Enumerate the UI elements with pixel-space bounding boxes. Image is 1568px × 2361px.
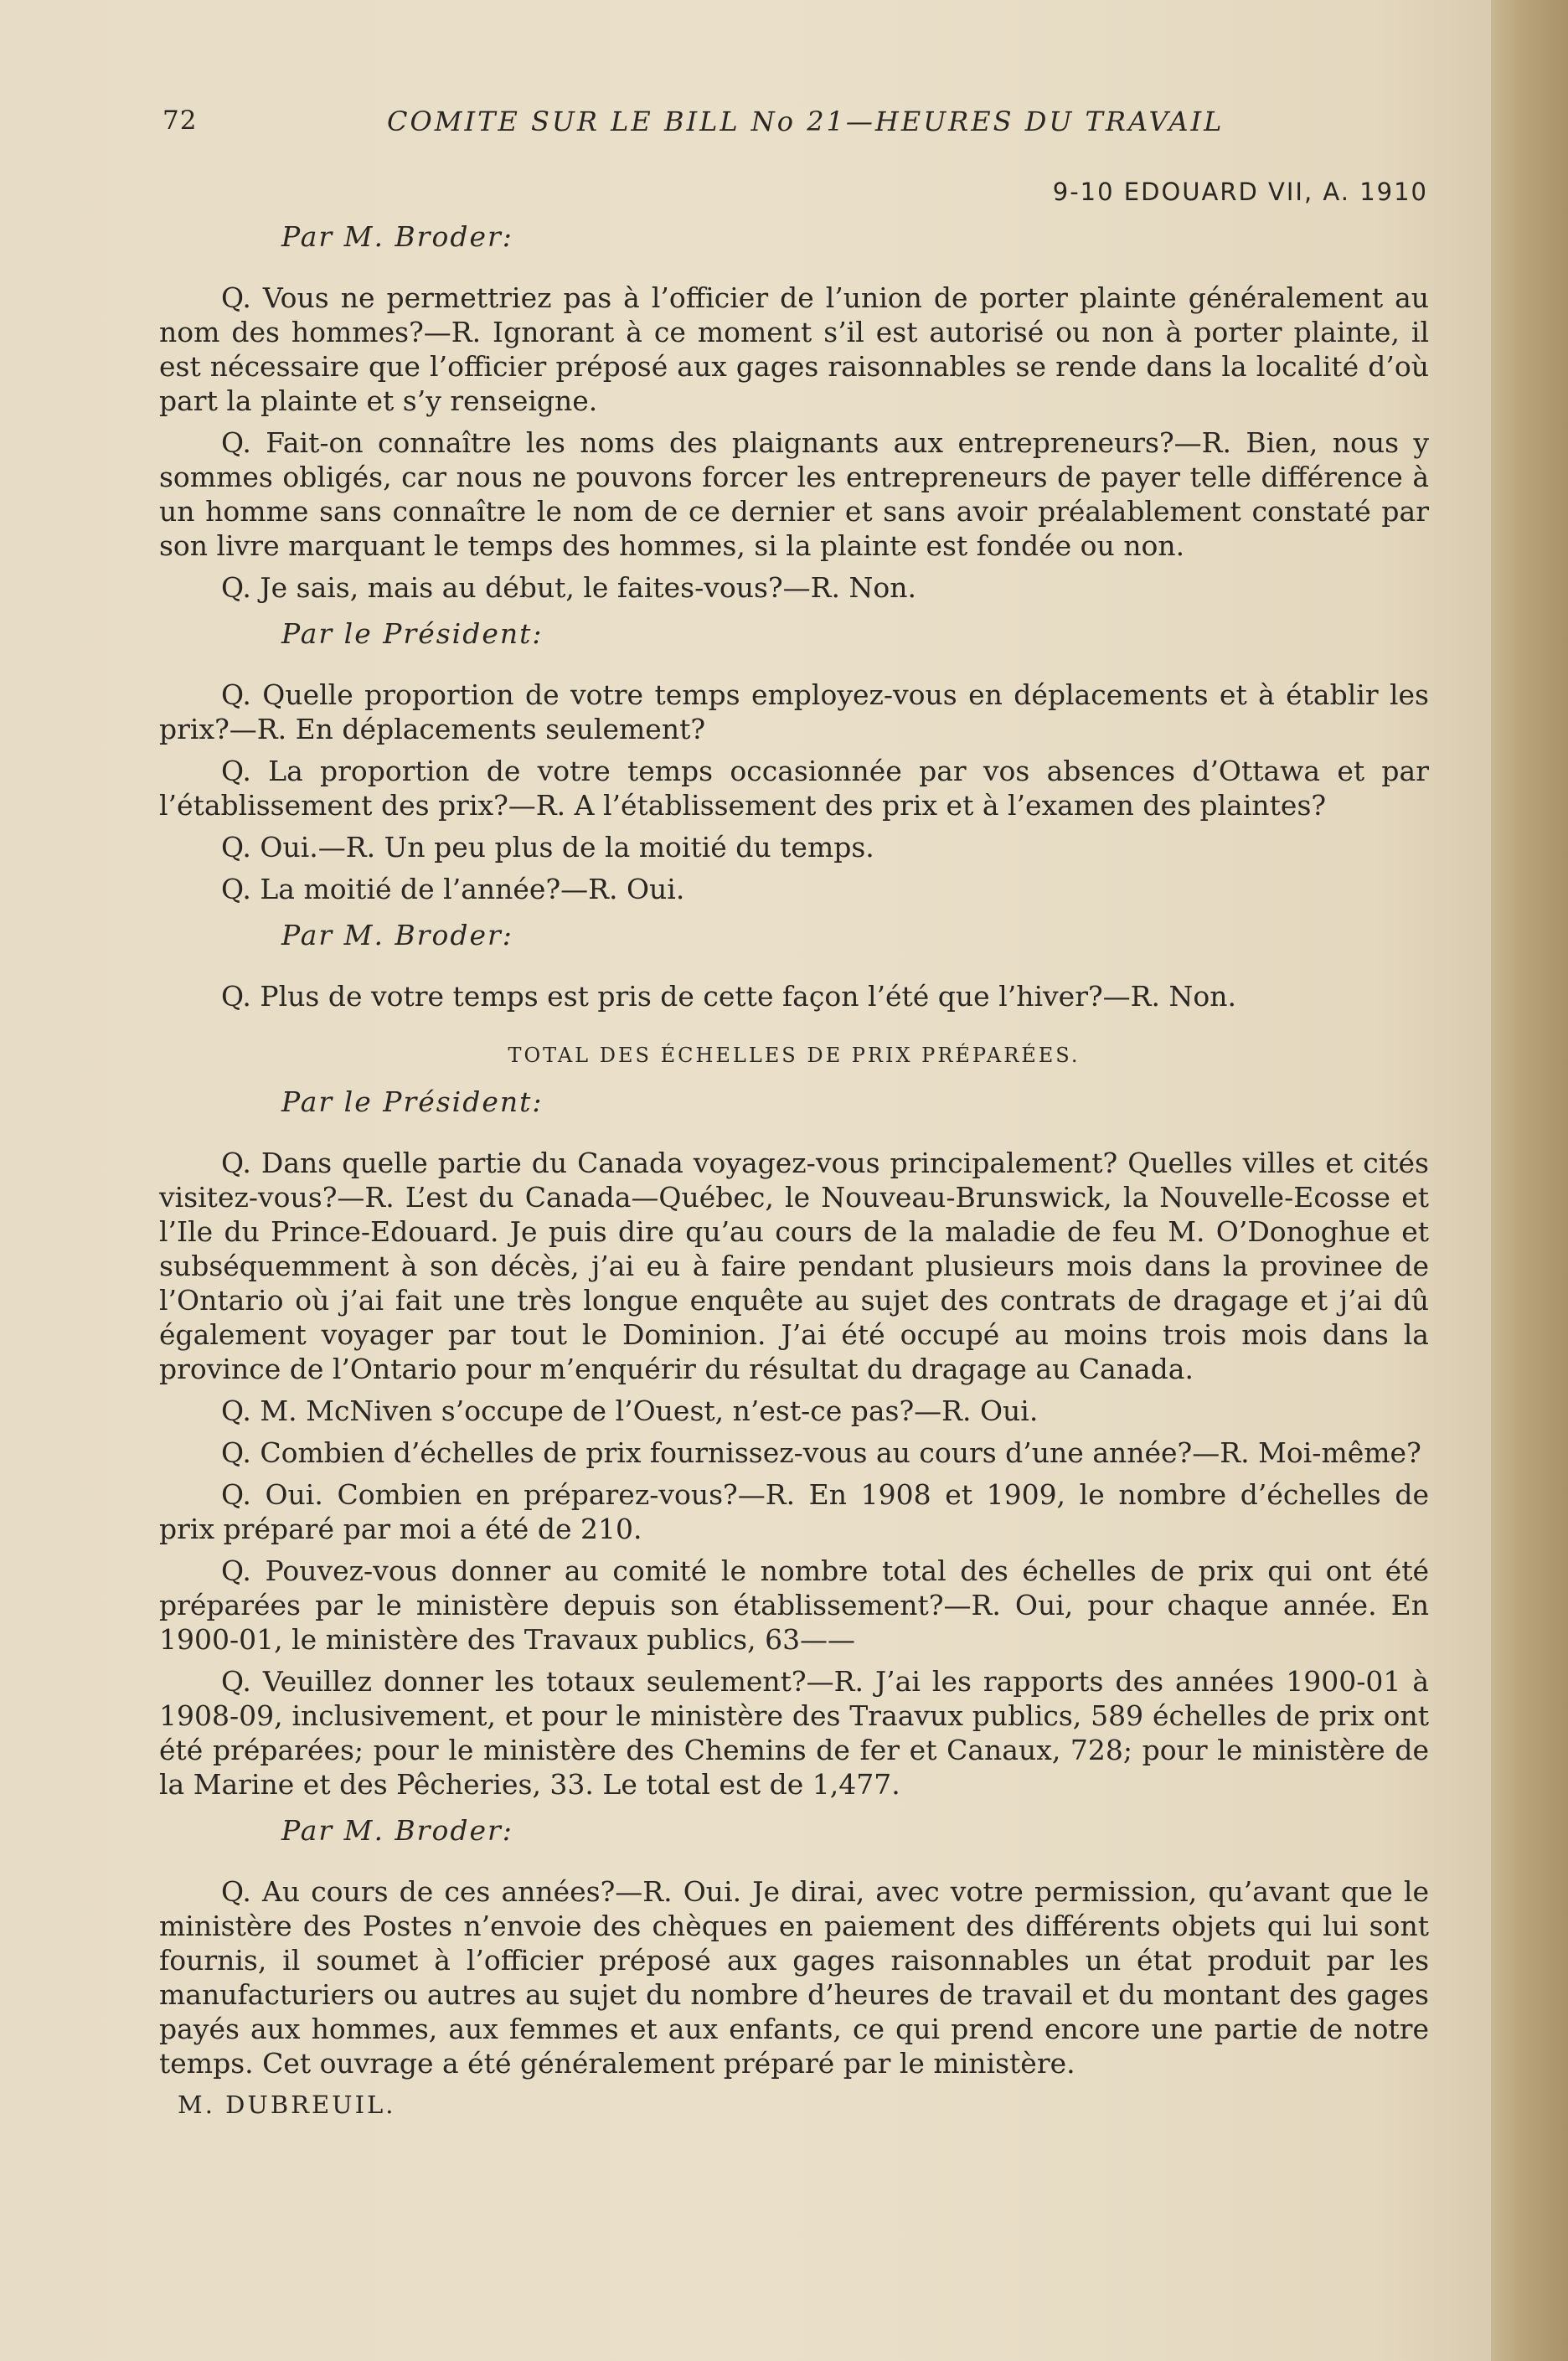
question-answer: Q. La proportion de votre temps occasionnée par vos absences d’Ottawa et par l’établissement des prix?—R. A l’établissement des prix et à l’examen des plaintes?	[159, 755, 1429, 822]
witness-signature: M. DUBREUIL.	[178, 2090, 396, 2119]
question-answer: Q. Oui.—R. Un peu plus de la moitié du temps.	[221, 831, 874, 863]
question-answer: Q. Au cours de ces années?—R. Oui. Je dirai, avec votre permission, qu’avant que le ministère des Postes n’envoie des chèques en paiement des différents objets qui lui sont fournis, il soumet à l’officier préposé aux gages raisonnables un état produit par les manufacturiers ou autres au sujet du nombre d’heures de travail et du montant des gages payés aux hommes, aux femmes et aux enfants, ce qui prend encore une partie de notre temps. Cet ouvrage a été généralement préparé par le ministère.	[159, 1875, 1429, 2080]
question-answer: Q. Pouvez-vous donner au comité le nombre total des échelles de prix qui ont été préparées par le ministère depuis son établissement?—R. Oui, pour chaque année. En 1900-01, le ministère des Travaux publics, 63——	[159, 1554, 1429, 1656]
question-answer: Q. M. McNiven s’occupe de l’Ouest, n’est-ce pas?—R. Oui.	[221, 1394, 1039, 1427]
question-answer: Q. Plus de votre temps est pris de cette façon l’été que l’hiver?—R. Non.	[221, 980, 1236, 1013]
speaker-label: Par le Président:	[281, 1085, 544, 1118]
speaker-label: Par le Président:	[281, 617, 544, 650]
question-answer: Q. Fait-on connaître les noms des plaignants aux entrepreneurs?—R. Bien, nous y sommes obligés, car nous ne pouvons forcer les entrepreneurs de payer telle différence à un homme sans connaître le nom de ce dernier et sans avoir préalablement constaté par son livre marquant le temps des hommes, si la plainte est fondée ou non.	[159, 426, 1429, 562]
speaker-label: Par M. Broder:	[281, 1814, 513, 1847]
book-edge	[1491, 0, 1568, 2361]
question-answer: Q. Je sais, mais au début, le faites-vous?—R. Non.	[221, 571, 916, 604]
question-answer: Q. Vous ne permettriez pas à l’officier de l’union de porter plainte généralement au nom des hommes?—R. Ignorant à ce moment s’il est autorisé ou non à porter plainte, il est nécessaire que l’officier préposé aux gages raisonnables se rende dans la localité d’où part la plainte et s’y renseigne.	[159, 281, 1429, 417]
running-title: COMITE SUR LE BILL No 21—HEURES DU TRAVAIL	[387, 106, 1225, 137]
question-answer: Q. Quelle proportion de votre temps employez-vous en déplacements et à établir les prix?—R. En déplacements seulement?	[159, 678, 1429, 745]
session-label: 9-10 EDOUARD VII, A. 1910	[1052, 178, 1428, 206]
speaker-label: Par M. Broder:	[281, 220, 513, 253]
speaker-label: Par M. Broder:	[281, 919, 513, 951]
question-answer: Q. Dans quelle partie du Canada voyagez-vous principalement? Quelles villes et cités visitez-vous?—R. L’est du Canada—Québec, le Nouveau-Brunswick, la Nouvelle-Ecosse et l’Ile du Prince-Edouard. Je puis dire qu’au cours de la maladie de feu M. O’Donoghue et subséquemment à son décès, j’ai eu à faire pendant plusieurs mois dans la provinee de l’Ontario où j’ai fait une très longue enquête au sujet des contrats de dragage et j’ai dû également voyager par tout le Dominion. J’ai été occupé au moins trois mois dans la province de l’Ontario pour m’enquérir du résultat du dragage au Canada.	[159, 1147, 1429, 1385]
question-answer: Q. Oui. Combien en préparez-vous?—R. En 1908 et 1909, le nombre d’échelles de prix préparé par moi a été de 210.	[159, 1478, 1429, 1545]
question-answer: Q. La moitié de l’année?—R. Oui.	[221, 873, 685, 905]
question-answer: Q. Combien d’échelles de prix fournissez-vous au cours d’une année?—R. Moi-même?	[221, 1436, 1421, 1469]
page-number: 72	[162, 106, 198, 136]
section-heading: TOTAL DES ÉCHELLES DE PRIX PRÉPARÉES.	[508, 1044, 1081, 1067]
question-answer: Q. Veuillez donner les totaux seulement?—R. J’ai les rapports des années 1900-01 à 1908-09, inclusivement, et pour le ministère des Traavux publics, 589 échelles de prix ont été préparées; pour le ministère des Chemins de fer et Canaux, 728; pour le ministère de la Marine et des Pêcheries, 33. Le total est de 1,477.	[159, 1665, 1429, 1801]
body-text	[159, 219, 1429, 2122]
